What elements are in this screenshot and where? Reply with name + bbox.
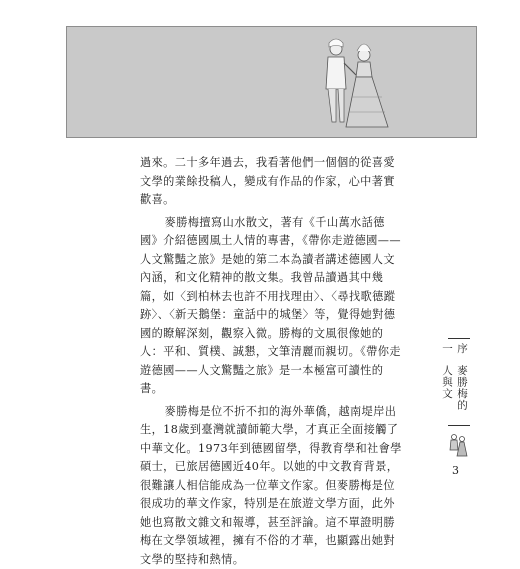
header-banner [66,26,477,138]
chapter-label: 序一 [440,343,470,359]
courtly-couple-illustration [306,27,396,137]
paragraph-3: 麥勝梅是位不折不扣的海外華僑，越南堤岸出生，18歲到臺灣就讀師範大學，才真正全面接觸了中華文化。1973年到德國留學，得教育學和社會學碩士，已旅居德國近40年。以她的中文教育背景，很難讓人相信能成為一位華文作家。但麥勝梅是位很成功的華文作家，特別是在旅遊文學方面，此外她也寫散文雜文和報導，甚至評論。這不單證明勝梅在文學領域裡，擁有不俗的才華，也顯露出她對文學的堅持和熱情。 [140,403,402,569]
couple-vignette-icon [448,432,468,458]
chapter-title: 麥勝梅的人與文 [440,365,470,421]
page-number: 3 [452,464,459,477]
paragraph-1: 過來。二十多年過去，我看著他們一個個的從喜愛文學的業餘投稿人，變成有作品的作家，心中著實歡喜。 [140,154,402,210]
running-header-vertical [448,338,470,426]
paragraph-2: 麥勝梅擅寫山水散文，著有《千山萬水話德國》介紹德國風土人情的專書，《帶你走遊德國——人文驚豔之旅》是她的第二本為讀者講述德國人文內涵，和文化精神的散文集。我曾品讀過其中幾篇，如〈到柏林去也許不用找理由〉、〈尋找歌德蹤跡〉、〈新天鵝堡：童話中的城堡〉等，覺得她對德國的瞭解深刻，觀察入微。勝梅的文風很像她的人：平和、質樸、誠懇，文筆清麗而親切。《帶你走遊德國——人文驚豔之旅》是一本極富可讀性的書。 [140,214,402,399]
preface-body [140,154,402,569]
